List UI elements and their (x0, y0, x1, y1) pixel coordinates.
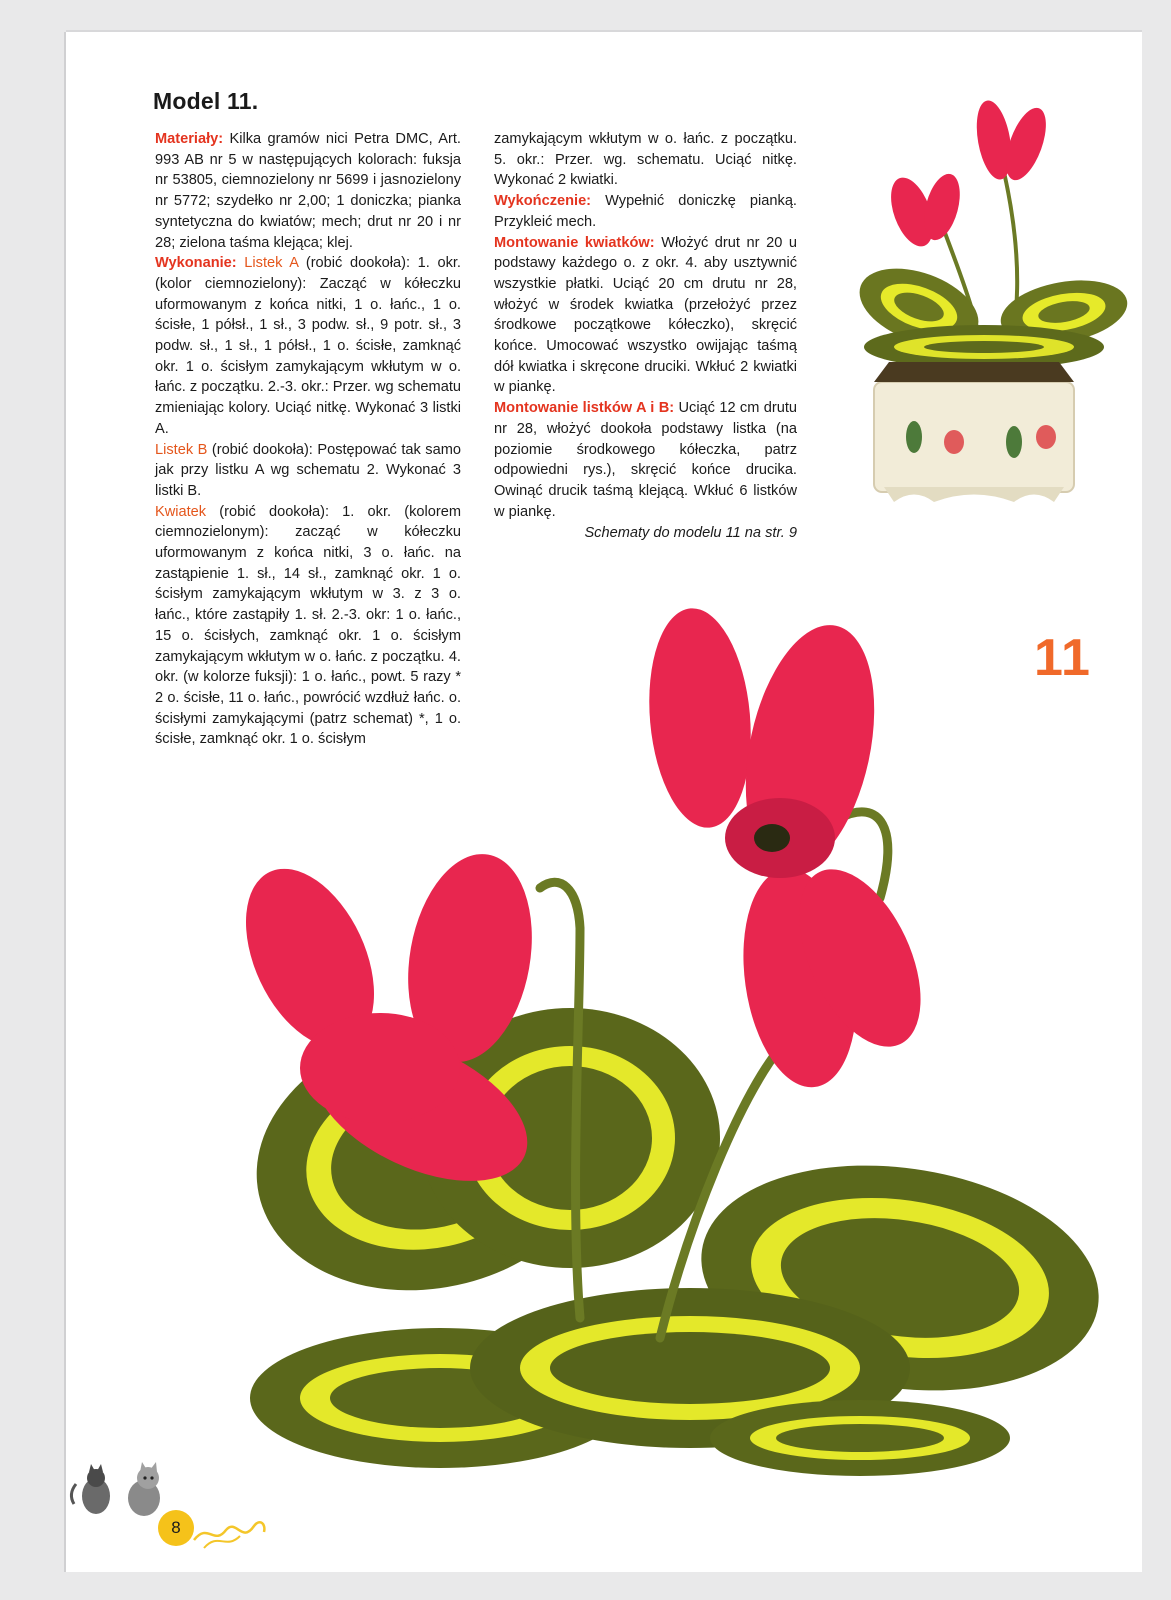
leaf-b-text: (robić dookoła): Postępować tak samo jak przy listku A wg schematu 2. Wykonać 3 listki B. (155, 441, 461, 499)
page-number-badge: 8 (158, 1510, 194, 1546)
execution-label: Wykonanie: (155, 255, 237, 272)
potted-plant-photo (834, 82, 1134, 558)
finishing-text: Wypełnić doniczkę pianką. Przykleić mech. (494, 193, 797, 230)
flower-text: (robić dookoła): 1. okr. (kolorem ciemnozielonym): zacząć w kółeczku uformowanym z końca nitki, 3 o. łańc. na zastąpienie 1. sł., 14 sł., zamknąć okr. 1 o. ścisłym zamykającym wkłutym w 3. z 3 o. łańc., które zastąpiły 1. sł. 2.-3. okr: 1 o. łańc., 15 o. ścisłych, zamknąć okr. 1 o. ścisłym zamykającym wkłutym w o. łańc. z początku. 4. okr. (w kolorze fuksji): 1 o. łańc., powt. 5 razy * 2 o. ścisłe, 11 o. łańc., powrócić wzdłuż łańc. o. ścisłymi zamykającymi (patrz schemat) *, 1 o. ścisłe, zamknąć okr. 1 o. ścisłym (155, 503, 461, 748)
leaves-mounting-text: Uciąć 12 cm drutu nr 28, włożyć dookoła podstawy listka (na poziomie środkowego kółeczka, patrz odpowiedni rys.), skręcić końce drucika. Owinąć drucik taśmą klejącą. Wkłuć 6 listków w piankę. (494, 400, 797, 520)
flowers-mounting-text: Włożyć drut nr 20 u podstawy każdego o. z okr. 4. aby usztywnić wszystkie płatki. Uciąć 20 cm drutu nr 28, włożyć w środek kwiatka (przełożyć przez środkowe początkowe kółeczko), skręcić końce. Umocować wszystko owijając taśmą dół kwiatka i skręcone druciki. Wkłuć 2 kwiatki w piankę. (494, 234, 798, 396)
leaf-b-paragraph (155, 440, 461, 502)
flower-label: Kwiatek (155, 503, 207, 520)
leaf-bottom-right (710, 1400, 1010, 1476)
leaves-mounting-paragraph (494, 398, 797, 522)
leaf-a-paragraph (155, 253, 461, 439)
finishing-paragraph (494, 191, 797, 232)
materials-label: Materiały: (155, 131, 224, 147)
cats-illustration-icon (66, 1454, 176, 1524)
materials-paragraph (155, 129, 461, 253)
leaf-b-label: Listek B (155, 441, 208, 458)
continuation-paragraph: zamykającym wkłutym w o. łańc. z początku. 5. okr.: Przer. wg. schematu. Uciąć nitkę. Wykonać 2 kwiatki. (494, 131, 797, 189)
instructions-middle-column (494, 129, 797, 544)
finishing-label: Wykończenie: (494, 193, 592, 210)
schema-reference: Schematy do modelu 11 na str. 9 (584, 525, 797, 542)
decorative-squiggle-icon (190, 1506, 270, 1552)
cyclamen-closeup-photo (240, 598, 1120, 1498)
flowers-mounting-paragraph (494, 233, 797, 399)
leaf-a-label: Listek A (236, 255, 299, 272)
leaf-a-text: (robić dookoła): 1. okr. (kolor ciemnozielony): Zacząć w kółeczku uformowanym z końca nitki, 1 o. łańc., 1 o. ścisłe, 1 półsł., 1 sł., 3 podw. sł., 9 potr. sł., 3 podw. sł., 1 sł., 1 półsł., 1 o. ścisłe, zamknąć okr. 1 o. ścisłym zamykającym wkłutym w o. łańc. z początku. 2.-3. okr.: Przer. wg schematu zmieniając kolory. Uciąć nitkę. Wykonać 3 listki A. (155, 255, 461, 437)
flowers-mounting-label: Montowanie kwiatków: (494, 234, 655, 251)
materials-text: Kilka gramów nici Petra DMC, Art. 993 AB nr 5 w następujących kolorach: fuksja nr 53805, ciemnozielony nr 5699 i jasnozielony nr 5772; szydełko nr 2,00; 1 doniczka; pianka syntetyczna do kwiatów; mech; drut nr 20 i nr 28; zielona taśma klejąca; klej. (155, 131, 461, 251)
model-number: 11 (1034, 629, 1091, 687)
flower-right (641, 604, 946, 1095)
page-title: Model 11. (153, 88, 259, 114)
leaves-mounting-label: Montowanie listków A i B: (494, 400, 675, 417)
